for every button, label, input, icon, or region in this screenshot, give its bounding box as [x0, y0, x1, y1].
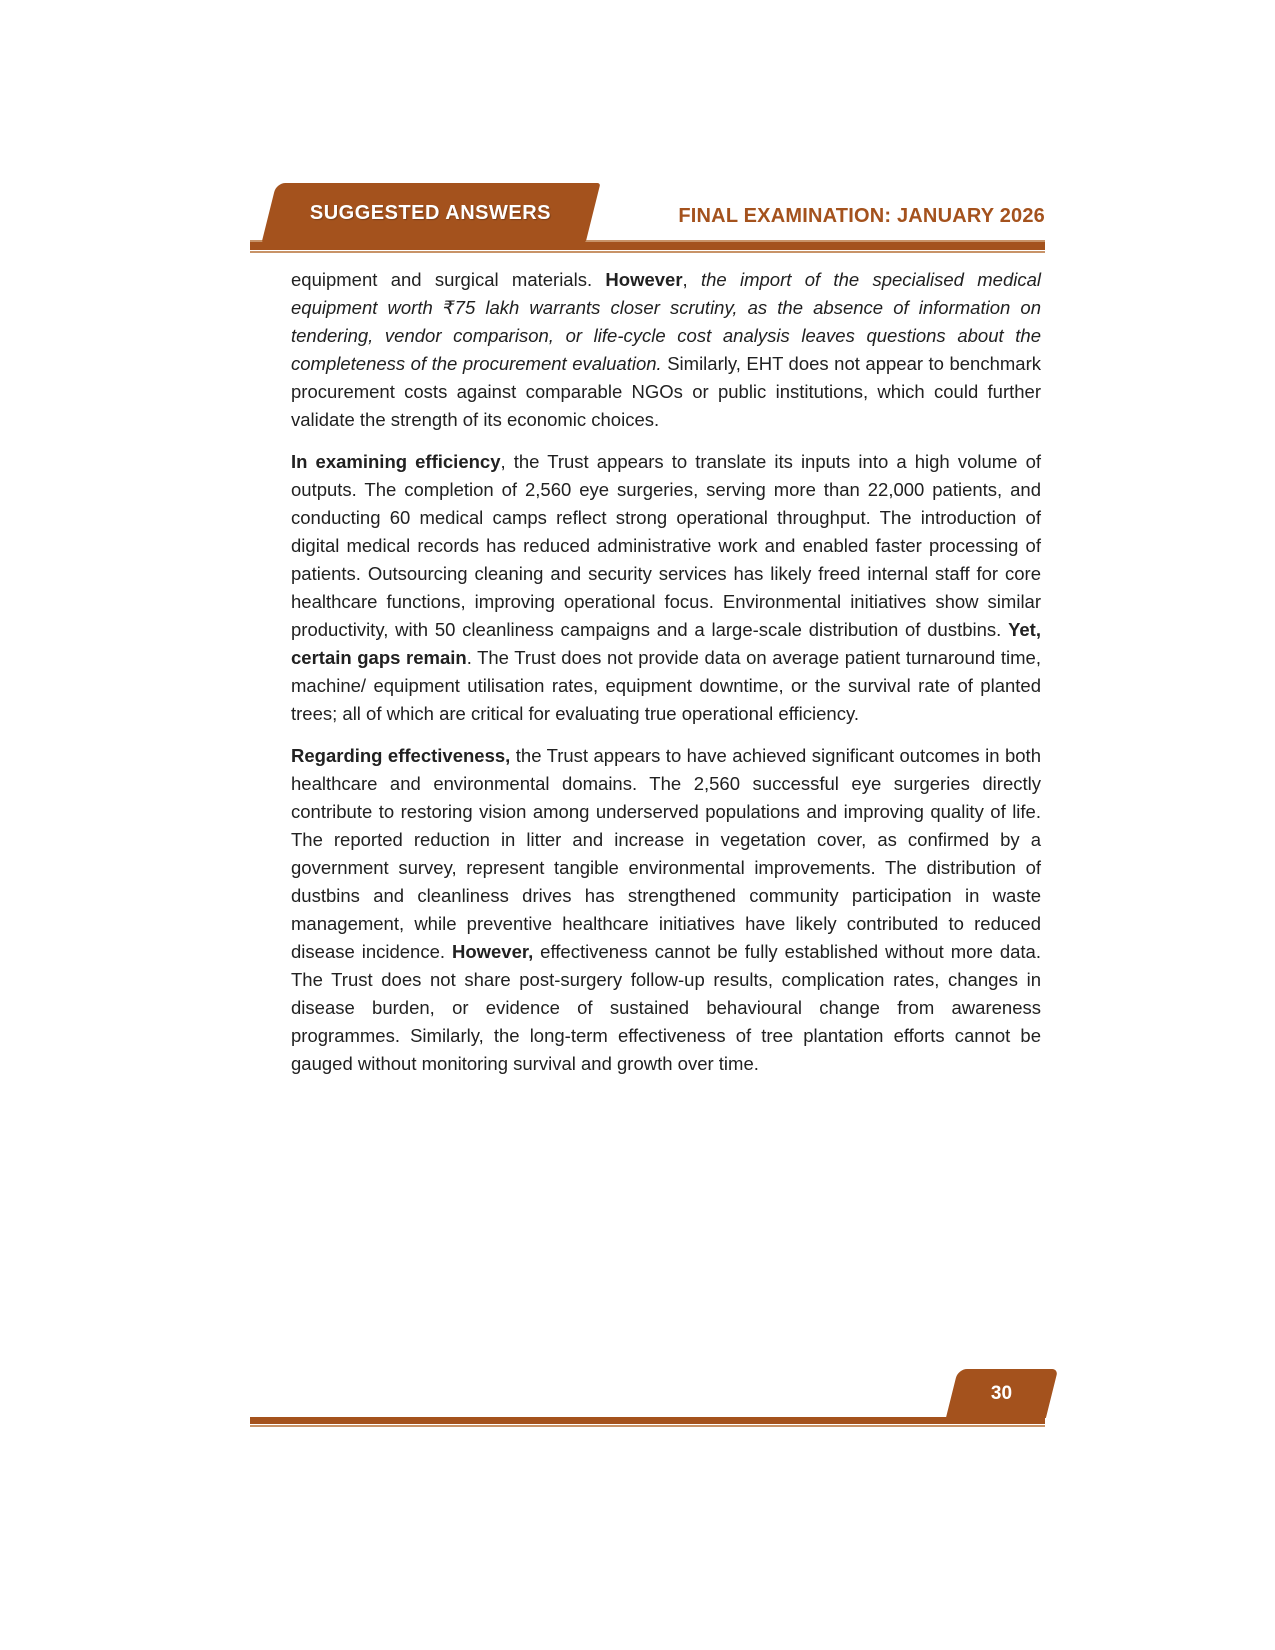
paragraph-effectiveness — [291, 742, 1041, 1078]
suggested-answers-banner — [262, 183, 601, 243]
text-run: . The Trust does not provide data on average patient turnaround time, machine/ equipment utilisation rates, equipment downtime, or the survival rate of planted trees; all of which are critical for evaluating true operational efficiency. — [291, 647, 1041, 724]
text-run: , the Trust appears to translate its inputs into a high volume of outputs. The completion of 2,560 eye surgeries, serving more than 22,000 patients, and conducting 60 medical camps reflect strong operational throughput. The introduction of digital medical records has reduced administrative work and enabled faster processing of patients. Outsourcing cleaning and security services has likely freed internal staff for core healthcare functions, improving operational focus. Environmental initiatives show similar productivity, with 50 cleanliness campaigns and a large-scale distribution of dustbins. — [291, 451, 1041, 640]
text-run: Similarly, EHT does not appear to benchmark procurement costs against comparable NGOs or public institutions, which could further validate the strength of its economic choices. — [291, 353, 1041, 430]
text-run-bold: In examining efficiency — [291, 451, 501, 472]
text-run-bold: However, — [451, 941, 534, 962]
text-run: , — [682, 269, 701, 290]
footer-rule-tan — [250, 1425, 1045, 1427]
paragraph-procurement — [291, 266, 1041, 434]
text-run-bold: Regarding effectiveness, — [291, 745, 511, 766]
header-rule-brown — [250, 242, 1045, 250]
page-number: 30 — [991, 1382, 1013, 1404]
text-run-bold: Yet, certain gaps remain — [291, 619, 1041, 668]
banner-label: SUGGESTED ANSWERS — [310, 201, 552, 224]
text-run: the Trust appears to have achieved significant outcomes in both healthcare and environmental domains. The 2,560 successful eye surgeries directly contribute to restoring vision among underserved populations and improving quality of life. The reported reduction in litter and increase in vegetation cover, as confirmed by a government survey, represent tangible environmental improvements. The distribution of dustbins and cleanliness drives has strengthened community participation in waste management, while preventive healthcare initiatives have likely contributed to reduced disease incidence. — [291, 745, 1041, 962]
text-run: equipment and surgical materials. — [291, 269, 606, 290]
exam-title: FINAL EXAMINATION: JANUARY 2026 — [678, 205, 1045, 227]
text-run-bold: However — [605, 269, 683, 290]
footer-rule-brown — [250, 1417, 1045, 1424]
answer-text — [291, 266, 1041, 1092]
text-run-italic: the import of the specialised medical equipment worth ₹75 lakh warrants closer scrutiny, as the absence of information on tendering, vendor comparison, or life-cycle cost analysis leaves questions about the completeness of the procurement evaluation. — [291, 269, 1042, 374]
header-rule-tan-bottom — [250, 251, 1045, 253]
page-number-tab — [946, 1369, 1058, 1418]
text-run: effectiveness cannot be fully established without more data. The Trust does not share post-surgery follow-up results, complication rates, changes in disease burden, or evidence of sustained behavioural change from awareness programmes. Similarly, the long-term effectiveness of tree plantation efforts cannot be gauged without monitoring survival and growth over time. — [291, 941, 1041, 1074]
paragraph-efficiency — [291, 448, 1041, 728]
